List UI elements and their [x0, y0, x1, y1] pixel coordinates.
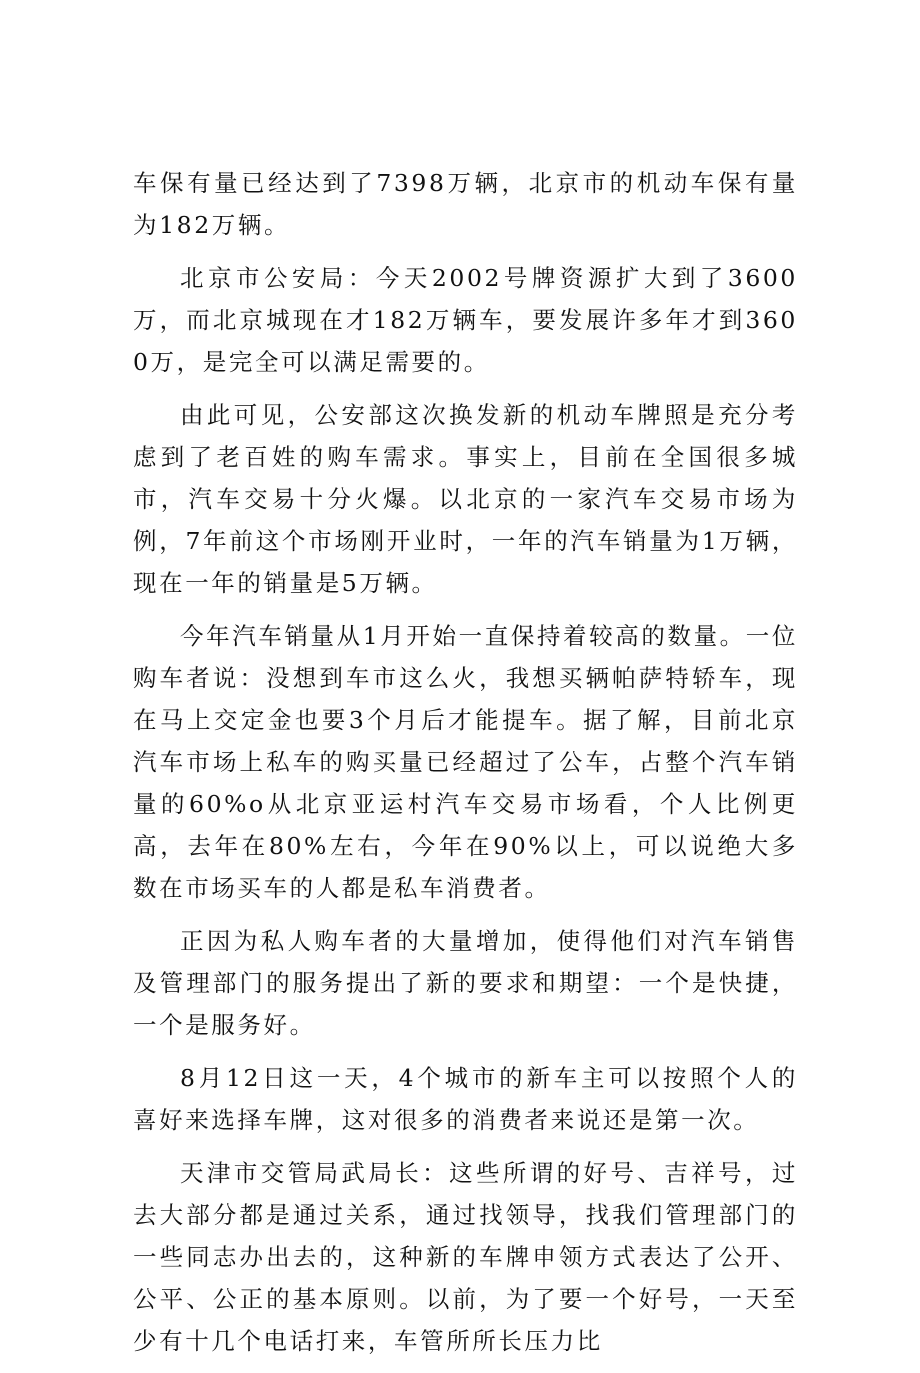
paragraph-1: 车保有量已经达到了7398万辆，北京市的机动车保有量为182万辆。: [133, 169, 798, 239]
paragraph-7: 天津市交管局武局长：这些所谓的好号、吉祥号，过去大部分都是通过关系，通过找领导，找我们管理部门的一些同志办出去的，这种新的车牌申领方式表达了公开、公平、公正的基本原则。以前，为了要一个好号，一天至少有十几个电话打来，车管所所长压力比: [133, 1159, 798, 1355]
paragraph-3: 由此可见，公安部这次换发新的机动车牌照是充分考虑到了老百姓的购车需求。事实上，目前在全国很多城市，汽车交易十分火爆。以北京的一家汽车交易市场为例，7年前这个市场刚开业时，一年的汽车销量为1万辆，现在一年的销量是5万辆。: [133, 401, 798, 597]
document-body: [133, 162, 798, 1373]
paragraph-6: 8月12日这一天，4个城市的新车主可以按照个人的喜好来选择车牌，这对很多的消费者来说还是第一次。: [133, 1064, 798, 1134]
paragraph-4: 今年汽车销量从1月开始一直保持着较高的数量。一位购车者说：没想到车市这么火，我想买辆帕萨特轿车，现在马上交定金也要3个月后才能提车。据了解，目前北京汽车市场上私车的购买量已经超过了公车，占整个汽车销量的60%o从北京亚运村汽车交易市场看，个人比例更高，去年在80%左右，今年在90%以上，可以说绝大多数在市场买车的人都是私车消费者。: [133, 622, 798, 902]
paragraph-2: 北京市公安局：今天2002号牌资源扩大到了3600万，而北京城现在才182万辆车，要发展许多年才到3600万，是完全可以满足需要的。: [133, 264, 798, 376]
paragraph-5: 正因为私人购车者的大量增加，使得他们对汽车销售及管理部门的服务提出了新的要求和期望：一个是快捷，一个是服务好。: [133, 927, 798, 1039]
